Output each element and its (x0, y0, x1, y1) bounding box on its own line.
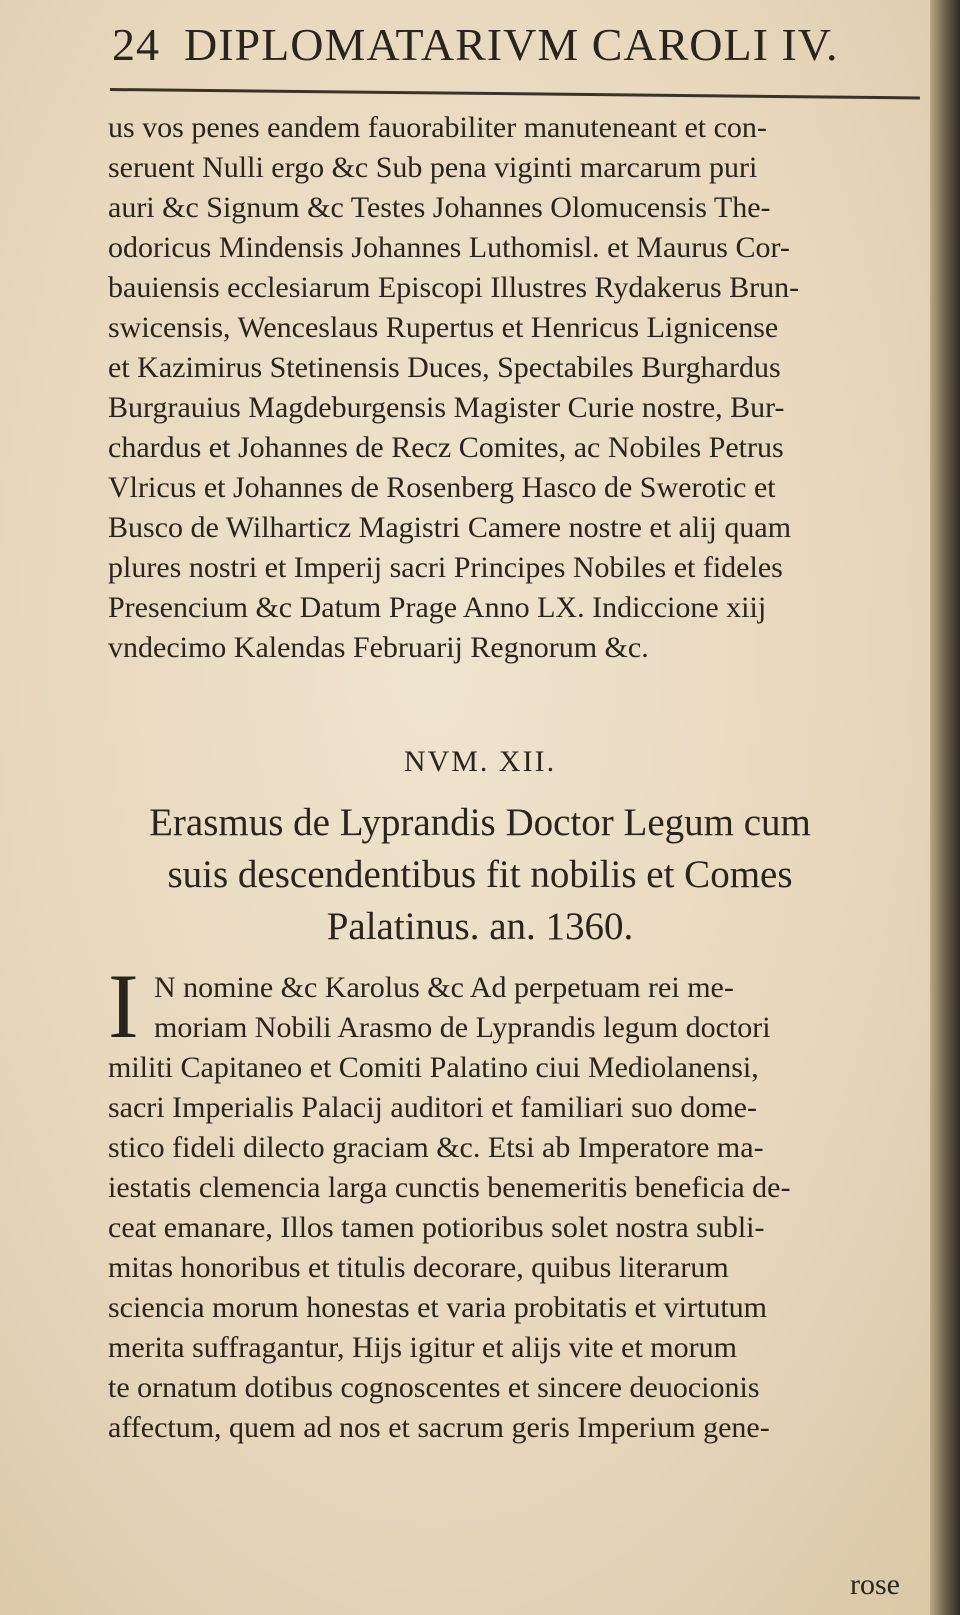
text-line: sciencia morum honestas et varia probitatis et virtutum (108, 1291, 767, 1324)
text-line: affectum, quem ad nos et sacrum geris Imperium gene- (108, 1411, 770, 1444)
text-line: merita suffragantur, Hijs igitur et alijs vite et morum (108, 1331, 737, 1364)
running-title: DIPLOMATARIVM CAROLI IV. (184, 19, 839, 70)
text-line: swicensis, Wenceslaus Rupertus et Henricus Lignicense (108, 311, 779, 344)
text-line: iestatis clemencia larga cunctis benemeritis beneficia de- (108, 1171, 791, 1204)
text-line: seruent Nulli ergo &c Sub pena viginti marcarum puri (108, 151, 758, 184)
text-line: chardus et Johannes de Recz Comites, ac Nobiles Petrus (108, 431, 784, 464)
text-line: Busco de Wilharticz Magistri Camere nostre et alij quam (108, 511, 792, 544)
document-number: NVM. XII. (403, 745, 557, 778)
text-line: sacri Imperialis Palacij auditori et familiari suo dome- (108, 1091, 757, 1124)
text-line: Presencium &c Datum Prage Anno LX. Indiccione xiij (108, 591, 767, 624)
catchword: rose (850, 1568, 900, 1601)
text-line: stico fideli dilecto graciam &c. Etsi ab Imperatore ma- (108, 1131, 764, 1164)
text-line: bauiensis ecclesiarum Episcopi Illustres Rydakerus Brun- (108, 271, 800, 304)
title-line: Erasmus de Lyprandis Doctor Legum cum (149, 801, 811, 844)
text-line: et Kazimirus Stetinensis Duces, Spectabiles Burghardus (108, 351, 781, 384)
drop-cap: I (108, 955, 139, 1057)
text-line: us vos penes eandem fauorabiliter manuteneant et con- (108, 111, 767, 144)
running-header (112, 18, 880, 71)
page-number: 24 (112, 19, 160, 70)
page-gutter-shadow (930, 0, 960, 1615)
text-line: plures nostri et Imperij sacri Principes Nobiles et fideles (108, 551, 783, 584)
header-rule (110, 88, 920, 99)
text-line: mitas honoribus et titulis decorare, quibus literarum (108, 1251, 729, 1284)
text-line: Burgrauius Magdeburgensis Magister Curie nostre, Bur- (108, 391, 785, 424)
text-line: auri &c Signum &c Testes Johannes Olomucensis The- (108, 191, 771, 224)
text-line: vndecimo Kalendas Februarij Regnorum &c. (108, 631, 649, 664)
document-title (0, 797, 960, 953)
text-line: militi Capitaneo et Comiti Palatino ciui Mediolanensi, (108, 1051, 759, 1084)
text-line: moriam Nobili Arasmo de Lyprandis legum doctori (154, 1011, 771, 1044)
text-line: te ornatum dotibus cognoscentes et sincere deuocionis (108, 1371, 760, 1404)
text-line: odoricus Mindensis Johannes Luthomisl. et Maurus Cor- (108, 231, 790, 264)
title-line: Palatinus. an. 1360. (326, 905, 634, 948)
text-line: N nomine &c Karolus &c Ad perpetuam rei me- (154, 971, 734, 1004)
title-line: suis descendentibus fit nobilis et Comes (167, 853, 793, 896)
text-line: ceat emanare, Illos tamen potioribus solet nostra subli- (108, 1211, 765, 1244)
document-body-text (108, 955, 930, 1448)
preceding-document-text (108, 108, 930, 668)
text-line: Vlricus et Johannes de Rosenberg Hasco de Swerotic et (108, 471, 776, 504)
